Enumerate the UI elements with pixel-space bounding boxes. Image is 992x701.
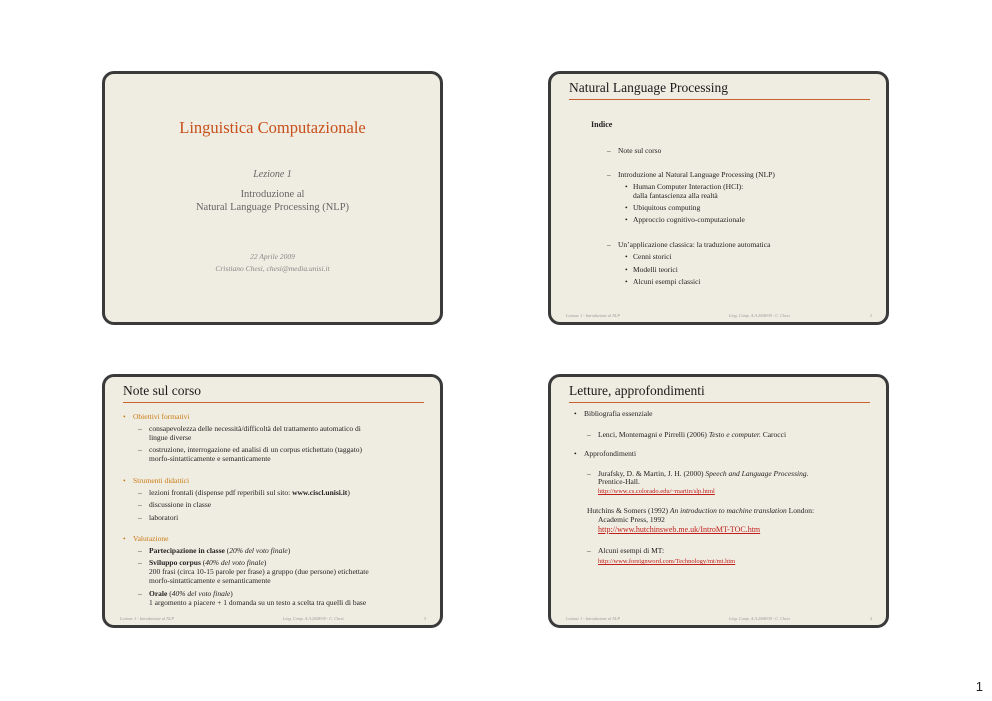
list-item: morfo-sintatticamente e semanticamente (149, 454, 271, 463)
page-number: 1 (975, 679, 983, 694)
list-item: • Cenni storici (633, 253, 672, 262)
reference-link[interactable]: http://www.foreignword.com/Technology/mt/mt.htm (598, 558, 736, 565)
reference-link[interactable]: http://www.hutchinsweb.me.uk/IntroMT-TOC.htm (598, 525, 761, 534)
slide4-title: Letture, approfondimenti (569, 383, 705, 398)
slide1-lesson: Lezione 1 (253, 169, 292, 180)
slide-4 (548, 374, 889, 628)
list-item: – Alcuni esempi di MT: (598, 547, 664, 556)
slide1-date: 22 Aprile 2009 (250, 252, 295, 261)
footer-left: Lezione 1 - Introduzione al NLP (120, 616, 174, 621)
list-item: – laboratori (149, 514, 178, 523)
list-item-text: ) (347, 488, 350, 497)
slide-2 (548, 71, 889, 325)
title-divider (123, 402, 424, 403)
slide2-heading: Indice (591, 120, 613, 129)
list-item: • Ubiquitous computing (633, 204, 700, 213)
section-heading: • Valutazione (133, 535, 168, 544)
list-item: – Partecipazione in classe (20% del voto finale) (149, 547, 290, 556)
title-divider (569, 99, 870, 100)
italic-text: 20% del voto finale (229, 546, 288, 555)
bold-text: Sviluppo corpus (149, 558, 201, 567)
list-item: – discussione in classe (149, 501, 211, 510)
bold-text: Partecipazione in classe (149, 546, 225, 555)
list-item: morfo-sintatticamente e semanticamente (149, 576, 271, 585)
reference-link[interactable]: http://www.cs.colorado.edu/~martin/slp.html (598, 488, 715, 495)
title-divider (569, 402, 870, 403)
site-url: www.ciscl.unisi.it (292, 488, 348, 497)
footer-page-number: 2 (869, 313, 872, 318)
italic-text: Speech and Language Processing. (705, 469, 809, 478)
slide1-meta (105, 251, 440, 275)
footer-center: Ling. Comp. A.A.2008/09 - C. Chesi (729, 313, 790, 318)
list-item (598, 431, 786, 440)
slide1-subtitle-line2: Natural Language Processing (NLP) (195, 201, 350, 213)
list-item: 200 frasi (circa 10-15 parole per frase) a gruppo (due persone) etichettate (149, 567, 369, 576)
section-heading: • Strumenti didattici (133, 477, 189, 486)
footer-page-number: 4 (869, 616, 872, 621)
list-item-text: London: (786, 506, 815, 515)
list-item: – Note sul corso (618, 147, 661, 156)
italic-text: An introduction to machine translation (669, 506, 787, 515)
list-item: • Alcuni esempi classici (633, 278, 700, 287)
list-item: • Approccio cognitivo-computazionale (633, 216, 745, 225)
footer-left: Lezione 1 - Introduzione al NLP (566, 616, 620, 621)
footer-center: Ling. Comp. A.A.2008/09 - C. Chesi (283, 616, 344, 621)
list-item (149, 489, 350, 498)
slide2-title: Natural Language Processing (569, 80, 728, 95)
section-heading: • Bibliografia essenziale (584, 410, 653, 419)
slide-1 (102, 71, 443, 325)
list-item: Prentice-Hall. (598, 477, 640, 486)
list-item-text: Carocci (760, 430, 787, 439)
list-item: • Human Computer Interaction (HCI): (633, 183, 743, 192)
footer-page-number: 3 (423, 616, 426, 621)
slide3-title: Note sul corso (123, 383, 201, 398)
list-item: Academic Press, 1992 (598, 515, 665, 524)
section-heading: • Approfondimenti (584, 450, 636, 459)
list-item-text: Jurafsky, D. & Martin, J. H. (2000) (598, 469, 706, 478)
list-item: – Introduzione al Natural Language Processing (NLP) (618, 171, 775, 180)
list-item: 1 argomento a piacere + 1 domanda su un testo a scelta tra quelli di base (149, 598, 367, 607)
footer-left: Lezione 1 - Introduzione al NLP (566, 313, 620, 318)
italic-text: 40% del voto finale (205, 558, 264, 567)
list-item-text: Hutchins & Somers (1992) (587, 506, 670, 515)
list-item: – Un’applicazione classica: la traduzione automatica (618, 241, 770, 250)
footer-center: Ling. Comp. A.A.2008/09 - C. Chesi (729, 616, 790, 621)
list-item-text: Lenci, Montemagni e Pirrelli (2006) (598, 430, 709, 439)
slide1-subtitle-line1: Introduzione al (240, 189, 305, 200)
section-heading: • Obiettivi formativi (133, 413, 189, 422)
italic-text: Testo e computer. (708, 430, 761, 439)
list-item-text: lezioni frontali (dispense pdf reperibili sul sito: (149, 488, 293, 497)
list-item: – Sviluppo corpus (40% del voto finale) (149, 559, 266, 568)
list-item: • Modelli teorici (633, 266, 678, 275)
slide1-author: Cristiano Chesi, chesi@media.unisi.it (215, 264, 330, 273)
slide1-subtitle (105, 189, 440, 214)
list-item: – Orale (40% del voto finale) (149, 590, 233, 599)
italic-text: 40% del voto finale (171, 589, 231, 598)
list-item: – consapevolezza delle necessità/difficoltà del trattamento automatico di (149, 425, 361, 434)
list-item: – costruzione, interrogazione ed analisi di un corpus etichettato (taggato) (149, 446, 362, 455)
bold-text: Orale (149, 589, 168, 598)
list-item: dalla fantascienza alla realtà (633, 191, 718, 200)
slide1-title: Linguistica Computazionale (179, 118, 366, 137)
slide-3 (102, 374, 443, 628)
list-item: lingue diverse (149, 433, 192, 442)
